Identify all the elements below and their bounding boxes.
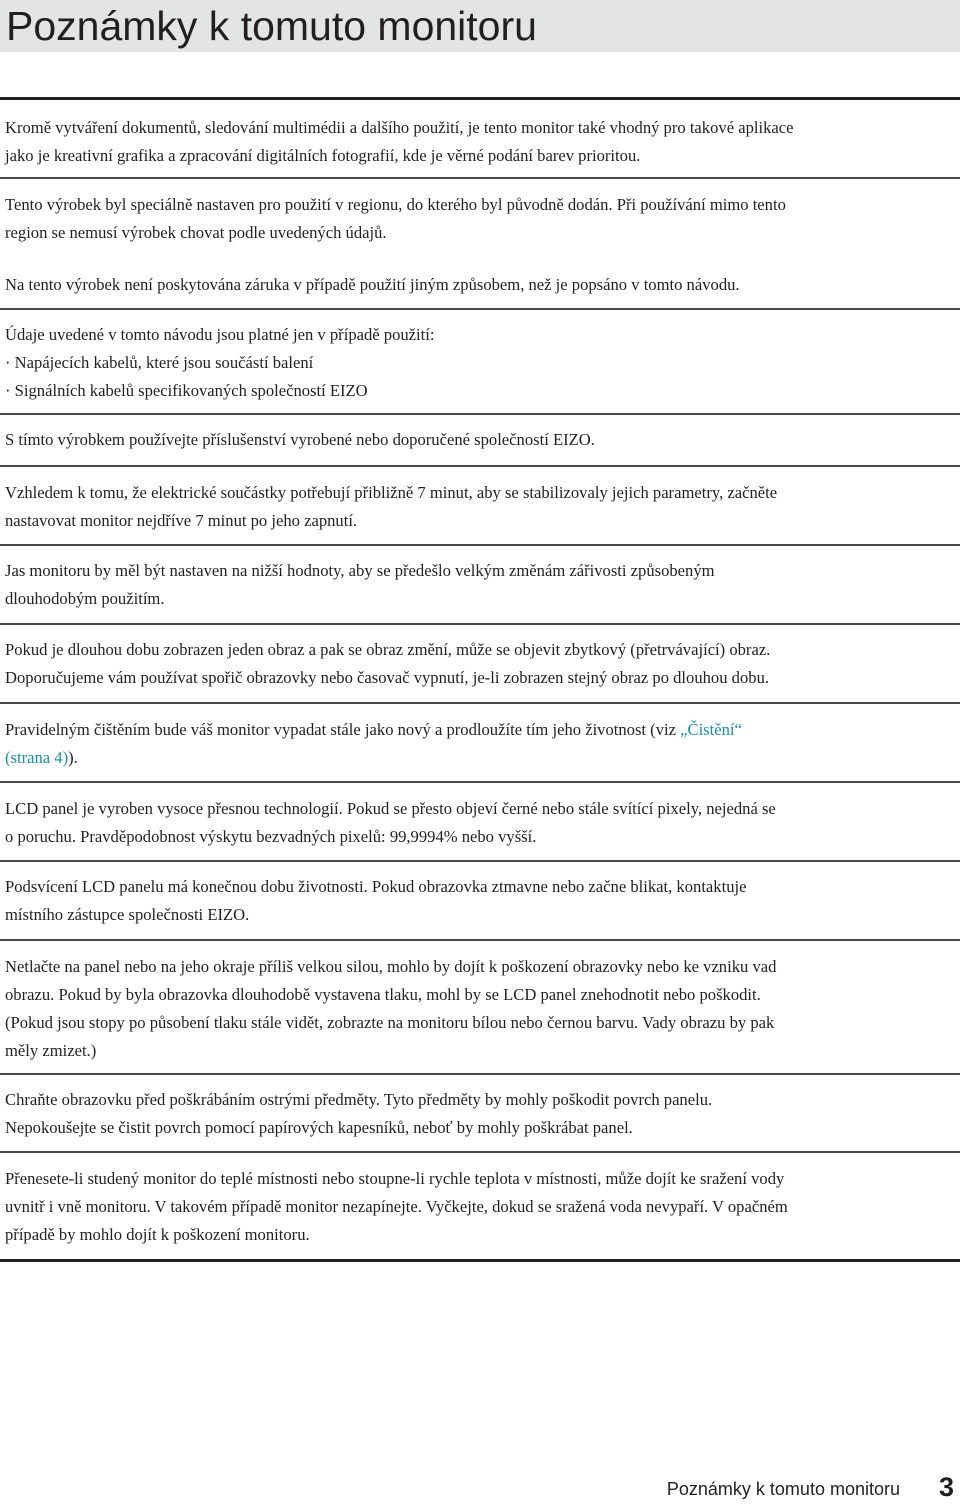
paragraph-backlight bbox=[5, 873, 955, 929]
paragraph-line: Jas monitoru by měl být nastaven na nižší hodnoty, aby se předešlo velkým změnám zářivosti způsobeným bbox=[5, 561, 715, 580]
paragraph-line bbox=[5, 716, 955, 744]
section-divider bbox=[0, 781, 960, 783]
paragraph-line: o poruchu. Pravděpodobnost výskytu bezvadných pixelů: 99,9994% nebo vyšší. bbox=[5, 827, 537, 846]
paragraph-line: dlouhodobým použitím. bbox=[5, 589, 165, 608]
list-item-power-cables: · Napájecích kabelů, které jsou součástí balení bbox=[5, 353, 314, 372]
bottom-divider bbox=[0, 1259, 960, 1262]
section-divider bbox=[0, 177, 960, 179]
paragraph-region bbox=[5, 191, 955, 247]
section-divider bbox=[0, 465, 960, 467]
section-divider bbox=[0, 1151, 960, 1153]
paragraph-line: místního zástupce společnosti EIZO. bbox=[5, 905, 250, 924]
section-divider bbox=[0, 308, 960, 310]
footer-title: Poznámky k tomuto monitoru bbox=[666, 1479, 900, 1499]
list-item-signal-cables: · Signálních kabelů specifikovaných společností EIZO bbox=[5, 381, 368, 400]
paragraph-line: Kromě vytváření dokumentů, sledování multimédii a dalšího použití, je tento monitor také vhodný pro takové aplikace bbox=[5, 118, 794, 137]
paragraph-line: Nepokoušejte se čistit povrch pomocí papírových kapesníků, neboť by mohly poškrábat panel. bbox=[5, 1118, 633, 1137]
section-divider bbox=[0, 413, 960, 415]
paragraph-intro bbox=[5, 114, 955, 170]
paragraph-line: měly zmizet.) bbox=[5, 1041, 97, 1060]
paragraph-line: jako je kreativní grafika a zpracování digitálních fotografií, kde je věrné podání barev prioritou. bbox=[5, 146, 641, 165]
paragraph-condensation bbox=[5, 1165, 955, 1249]
paragraph-line: Netlačte na panel nebo na jeho okraje příliš velkou silou, mohlo by dojít k poškození obrazovky nebo ke vzniku vad bbox=[5, 957, 777, 976]
paragraph-line: (Pokud jsou stopy po působení tlaku stále vidět, zobrazte na monitoru bílou nebo černou barvu. Vady obrazu by pak bbox=[5, 1013, 775, 1032]
paragraph-line: Přenesete-li studený monitor do teplé místnosti nebo stoupne-li rychle teplota v místnosti, může dojít ke sražení vody bbox=[5, 1169, 785, 1188]
section-divider bbox=[0, 939, 960, 941]
paragraph-line: obrazu. Pokud by byla obrazovka dlouhodobě vystavena tlaku, mohl by se LCD panel znehodnotit nebo poškodit. bbox=[5, 985, 761, 1004]
page-reference-link[interactable]: (strana 4) bbox=[5, 748, 69, 767]
top-divider bbox=[0, 97, 960, 100]
paragraph-line: Vzhledem k tomu, že elektrické součástky potřebují přibližně 7 minut, aby se stabilizovaly jejich parametry, začněte bbox=[5, 483, 778, 502]
paragraph-warranty bbox=[5, 271, 955, 299]
paragraph-scratches bbox=[5, 1086, 955, 1142]
paragraph-accessories bbox=[5, 426, 955, 454]
paragraph-line: nastavovat monitor nejdříve 7 minut po jeho zapnutí. bbox=[5, 511, 358, 530]
paragraph-brightness bbox=[5, 557, 955, 613]
paragraph-line: Na tento výrobek není poskytována záruka v případě použití jiným způsobem, než je popsáno v tomto návodu. bbox=[5, 275, 740, 294]
paragraph-pressure bbox=[5, 953, 955, 1065]
paragraph-line: Pokud je dlouhou dobu zobrazen jeden obraz a pak se obraz změní, může se objevit zbytkový (přetrvávající) obraz. bbox=[5, 640, 771, 659]
paragraph-warmup bbox=[5, 479, 955, 535]
paragraph-line: S tímto výrobkem používejte příslušenství vyrobené nebo doporučené společností EIZO. bbox=[5, 430, 595, 449]
title-band bbox=[0, 0, 960, 52]
section-divider bbox=[0, 544, 960, 546]
page-title: Poznámky k tomuto monitoru bbox=[6, 3, 537, 49]
section-divider bbox=[0, 623, 960, 625]
paragraph-validity bbox=[5, 321, 955, 405]
paragraph-line: Tento výrobek byl speciálně nastaven pro použití v regionu, do kterého byl původně dodán. Při používání mimo tento bbox=[5, 195, 786, 214]
section-divider bbox=[0, 860, 960, 862]
section-divider bbox=[0, 1073, 960, 1075]
paragraph-line: Doporučujeme vám používat spořič obrazovky nebo časovač vypnutí, je-li zobrazen stejný obraz po dlouhou dobu. bbox=[5, 668, 770, 687]
section-divider bbox=[0, 702, 960, 704]
paragraph-text: Pravidelným čištěním bude váš monitor vypadat stále jako nový a prodloužíte tím jeho životnost (viz bbox=[5, 720, 681, 739]
paragraph-line: uvnitř i vně monitoru. V takovém případě monitor nezapínejte. Vyčkejte, dokud se sražená voda nevypaří. V opačném bbox=[5, 1197, 788, 1216]
cleaning-link[interactable]: „Čistění“ bbox=[680, 720, 742, 739]
paragraph-line: Chraňte obrazovku před poškrábáním ostrými předměty. Tyto předměty by mohly poškodit povrch panelu. bbox=[5, 1090, 713, 1109]
paragraph-lcd-pixels bbox=[5, 795, 955, 851]
paragraph-text: ). bbox=[68, 748, 78, 767]
paragraph-line: Údaje uvedené v tomto návodu jsou platné jen v případě použití: bbox=[5, 325, 435, 344]
paragraph-line bbox=[5, 744, 955, 772]
paragraph-line: případě by mohlo dojít k poškození monitoru. bbox=[5, 1225, 310, 1244]
paragraph-cleaning bbox=[5, 716, 955, 772]
paragraph-line: region se nemusí výrobek chovat podle uvedených údajů. bbox=[5, 223, 387, 242]
paragraph-line: LCD panel je vyroben vysoce přesnou technologií. Pokud se přesto objeví černé nebo stále svítící pixely, nejedná se bbox=[5, 799, 776, 818]
page-number: 3 bbox=[938, 1472, 954, 1502]
paragraph-line: Podsvícení LCD panelu má konečnou dobu životnosti. Pokud obrazovka ztmavne nebo začne blikat, kontaktuje bbox=[5, 877, 747, 896]
paragraph-image-retention bbox=[5, 636, 955, 692]
